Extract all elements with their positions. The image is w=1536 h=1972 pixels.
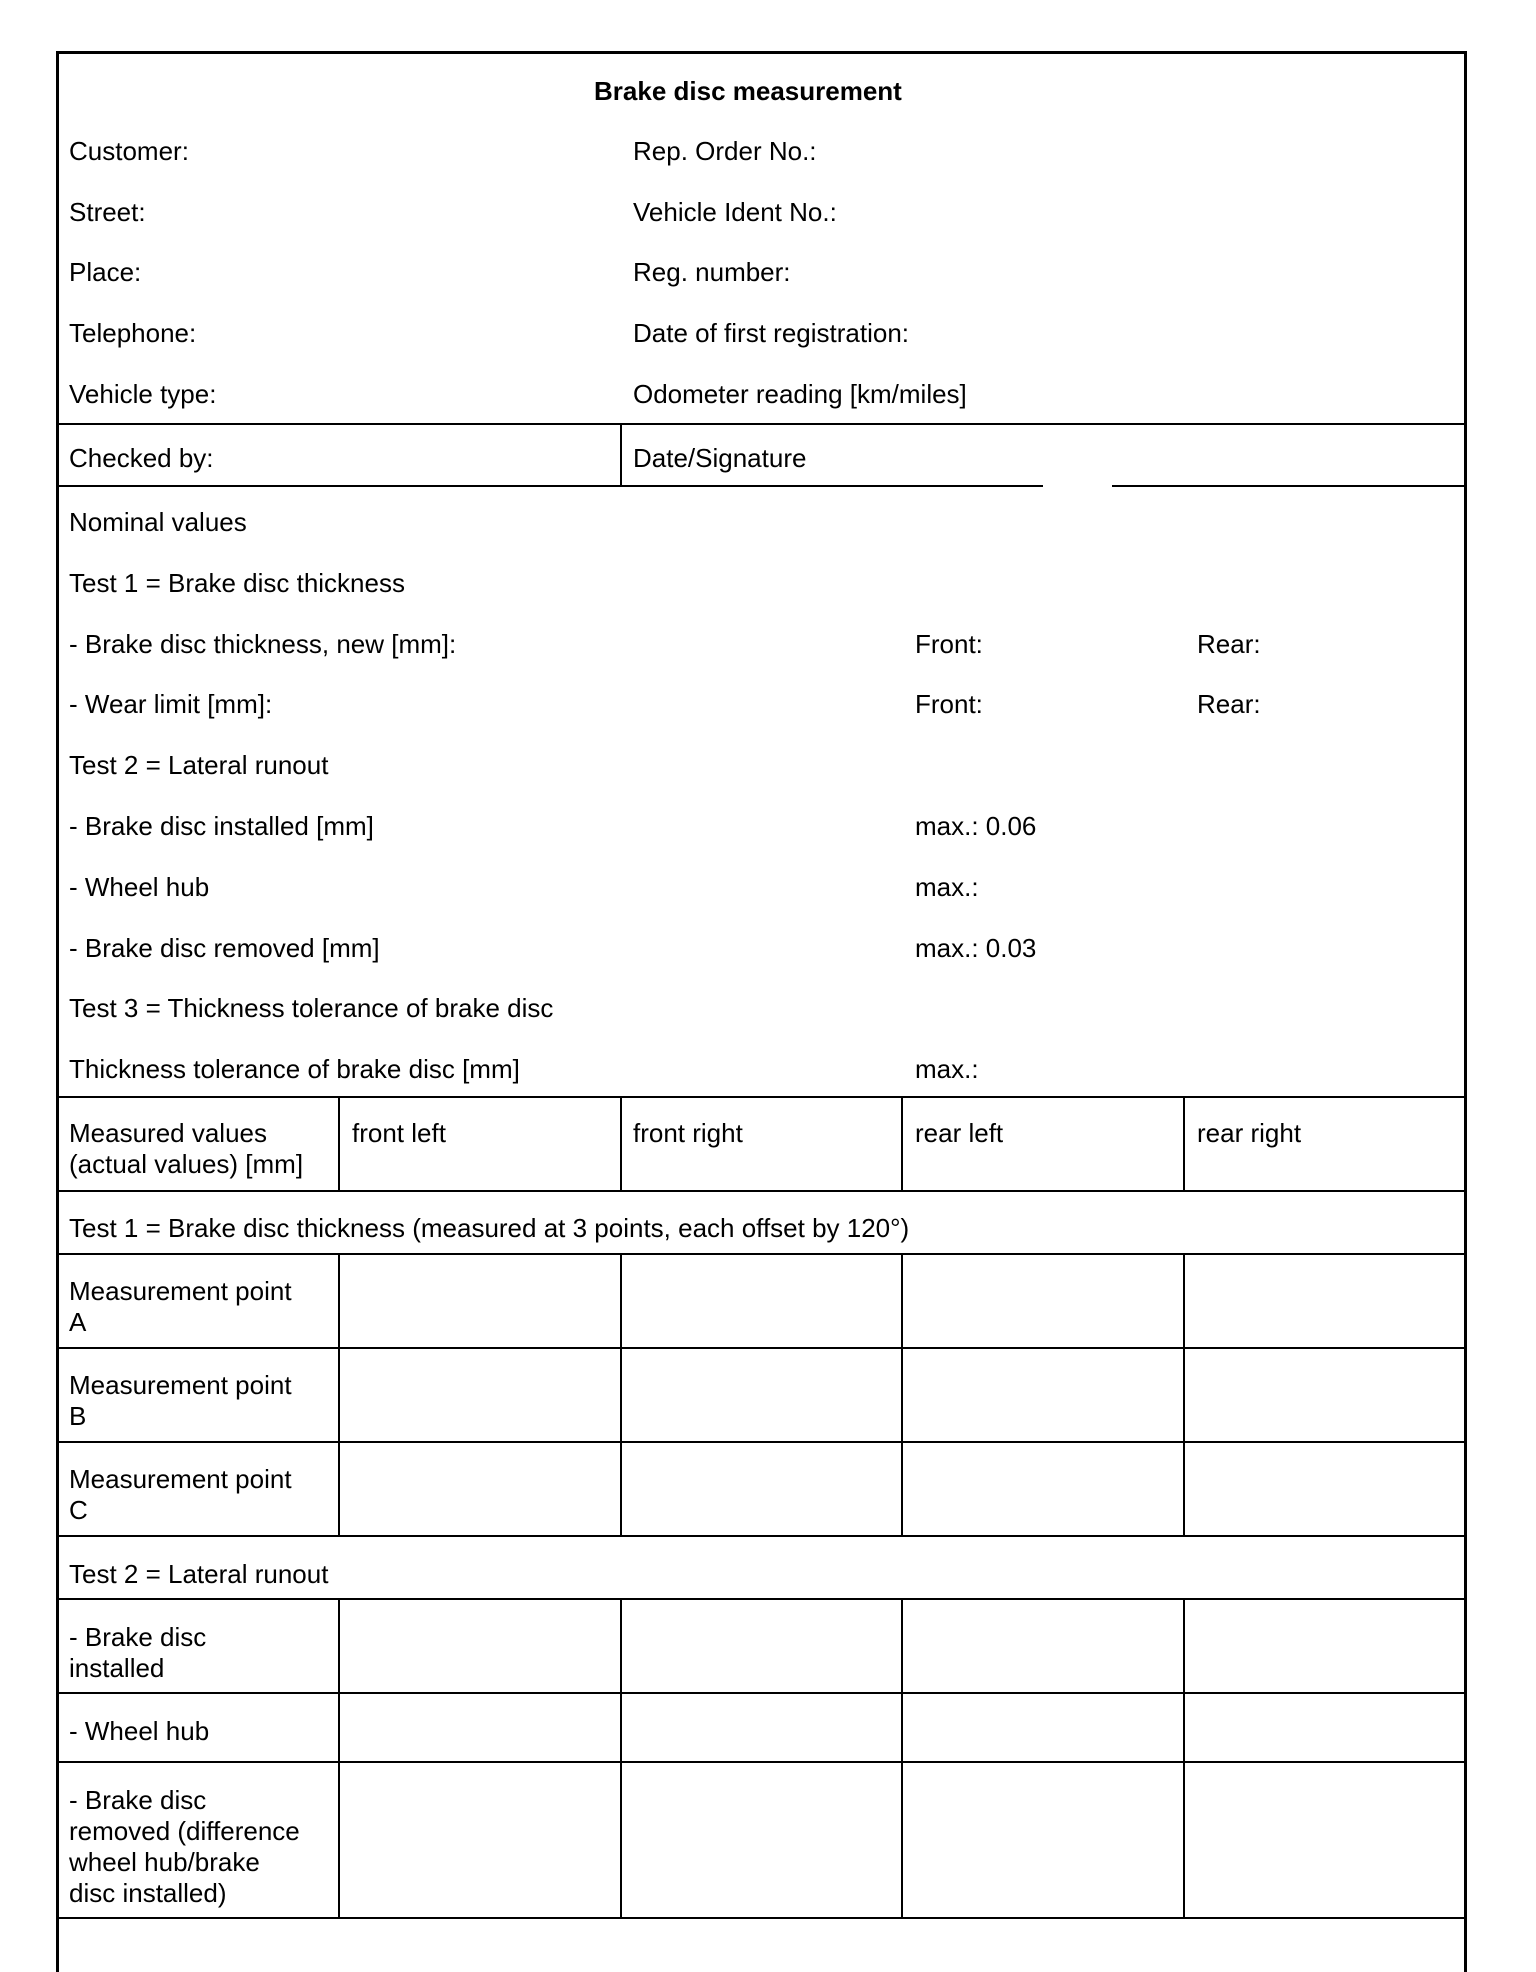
nominal-test3: Test 3 = Thickness tolerance of brake disc [69, 993, 554, 1023]
rep-order-label: Rep. Order No.: [633, 136, 817, 166]
column-line [620, 1096, 622, 1190]
divider-checked-left [56, 485, 1043, 487]
table-line [56, 1598, 1467, 1600]
vehicle-type-label: Vehicle type: [69, 379, 217, 409]
date-signature-label: Date/Signature [633, 443, 807, 473]
column-line [1183, 1096, 1185, 1190]
column-line [1183, 1598, 1185, 1919]
thickness-new-front: Front: [915, 629, 983, 659]
measurement-point-b: Measurement point B [69, 1370, 292, 1431]
table-line [56, 1347, 1467, 1349]
wear-limit-rear: Rear: [1197, 689, 1261, 719]
column-line [620, 1253, 622, 1535]
vehicle-ident-label: Vehicle Ident No.: [633, 197, 837, 227]
customer-label: Customer: [69, 136, 189, 166]
column-line [338, 1598, 340, 1919]
nominal-test2: Test 2 = Lateral runout [69, 750, 329, 780]
tolerance-label: Thickness tolerance of brake disc [mm] [69, 1054, 520, 1084]
column-line [901, 1598, 903, 1919]
column-front-right: front right [633, 1118, 743, 1148]
measurement-point-a: Measurement point A [69, 1276, 292, 1337]
tolerance-max: max.: [915, 1054, 979, 1084]
disc-installed-max: max.: 0.06 [915, 811, 1037, 841]
table-line [56, 1441, 1467, 1443]
table-line [56, 1761, 1467, 1763]
row-wheel-hub: - Wheel hub [69, 1716, 210, 1746]
disc-removed-label: - Brake disc removed [mm] [69, 933, 380, 963]
divider-checked-right [1112, 485, 1467, 487]
row-disc-installed: - Brake disc installed [69, 1622, 207, 1683]
nominal-heading: Nominal values [69, 507, 247, 537]
test2-heading: Test 2 = Lateral runout [69, 1559, 329, 1589]
table-line [56, 1535, 1467, 1537]
table-line [56, 1253, 1467, 1255]
nominal-test1: Test 1 = Brake disc thickness [69, 568, 405, 598]
telephone-label: Telephone: [69, 318, 197, 348]
thickness-new-rear: Rear: [1197, 629, 1261, 659]
divider-checked-by [620, 423, 622, 487]
form-title: Brake disc measurement [594, 76, 902, 106]
column-line [338, 1096, 340, 1190]
measurement-point-c: Measurement point C [69, 1464, 292, 1525]
table-line [56, 1917, 1467, 1919]
table-line [56, 1190, 1467, 1192]
test1-heading: Test 1 = Brake disc thickness (measured at 3 points, each offset by 120°) [69, 1213, 910, 1243]
table-line [56, 1692, 1467, 1694]
column-line [338, 1253, 340, 1535]
checked-by-label: Checked by: [69, 443, 214, 473]
table-line [56, 1096, 1467, 1098]
column-rear-right: rear right [1197, 1118, 1302, 1148]
divider-header [56, 423, 1467, 425]
disc-installed-label: - Brake disc installed [mm] [69, 811, 374, 841]
column-front-left: front left [352, 1118, 446, 1148]
row-disc-removed: - Brake disc removed (difference wheel hub/brake disc installed) [69, 1785, 300, 1908]
wheel-hub-label: - Wheel hub [69, 872, 210, 902]
disc-removed-max: max.: 0.03 [915, 933, 1037, 963]
column-line [901, 1096, 903, 1190]
column-line [620, 1598, 622, 1919]
wheel-hub-max: max.: [915, 872, 979, 902]
odometer-label: Odometer reading [km/miles] [633, 379, 967, 409]
measured-values-label: Measured values (actual values) [mm] [69, 1118, 304, 1179]
place-label: Place: [69, 257, 142, 287]
thickness-new-label: - Brake disc thickness, new [mm]: [69, 629, 457, 659]
reg-number-label: Reg. number: [633, 257, 791, 287]
street-label: Street: [69, 197, 146, 227]
column-line [901, 1253, 903, 1535]
column-line [1183, 1253, 1185, 1535]
wear-limit-front: Front: [915, 689, 983, 719]
first-registration-label: Date of first registration: [633, 318, 909, 348]
column-rear-left: rear left [915, 1118, 1004, 1148]
wear-limit-label: - Wear limit [mm]: [69, 689, 273, 719]
